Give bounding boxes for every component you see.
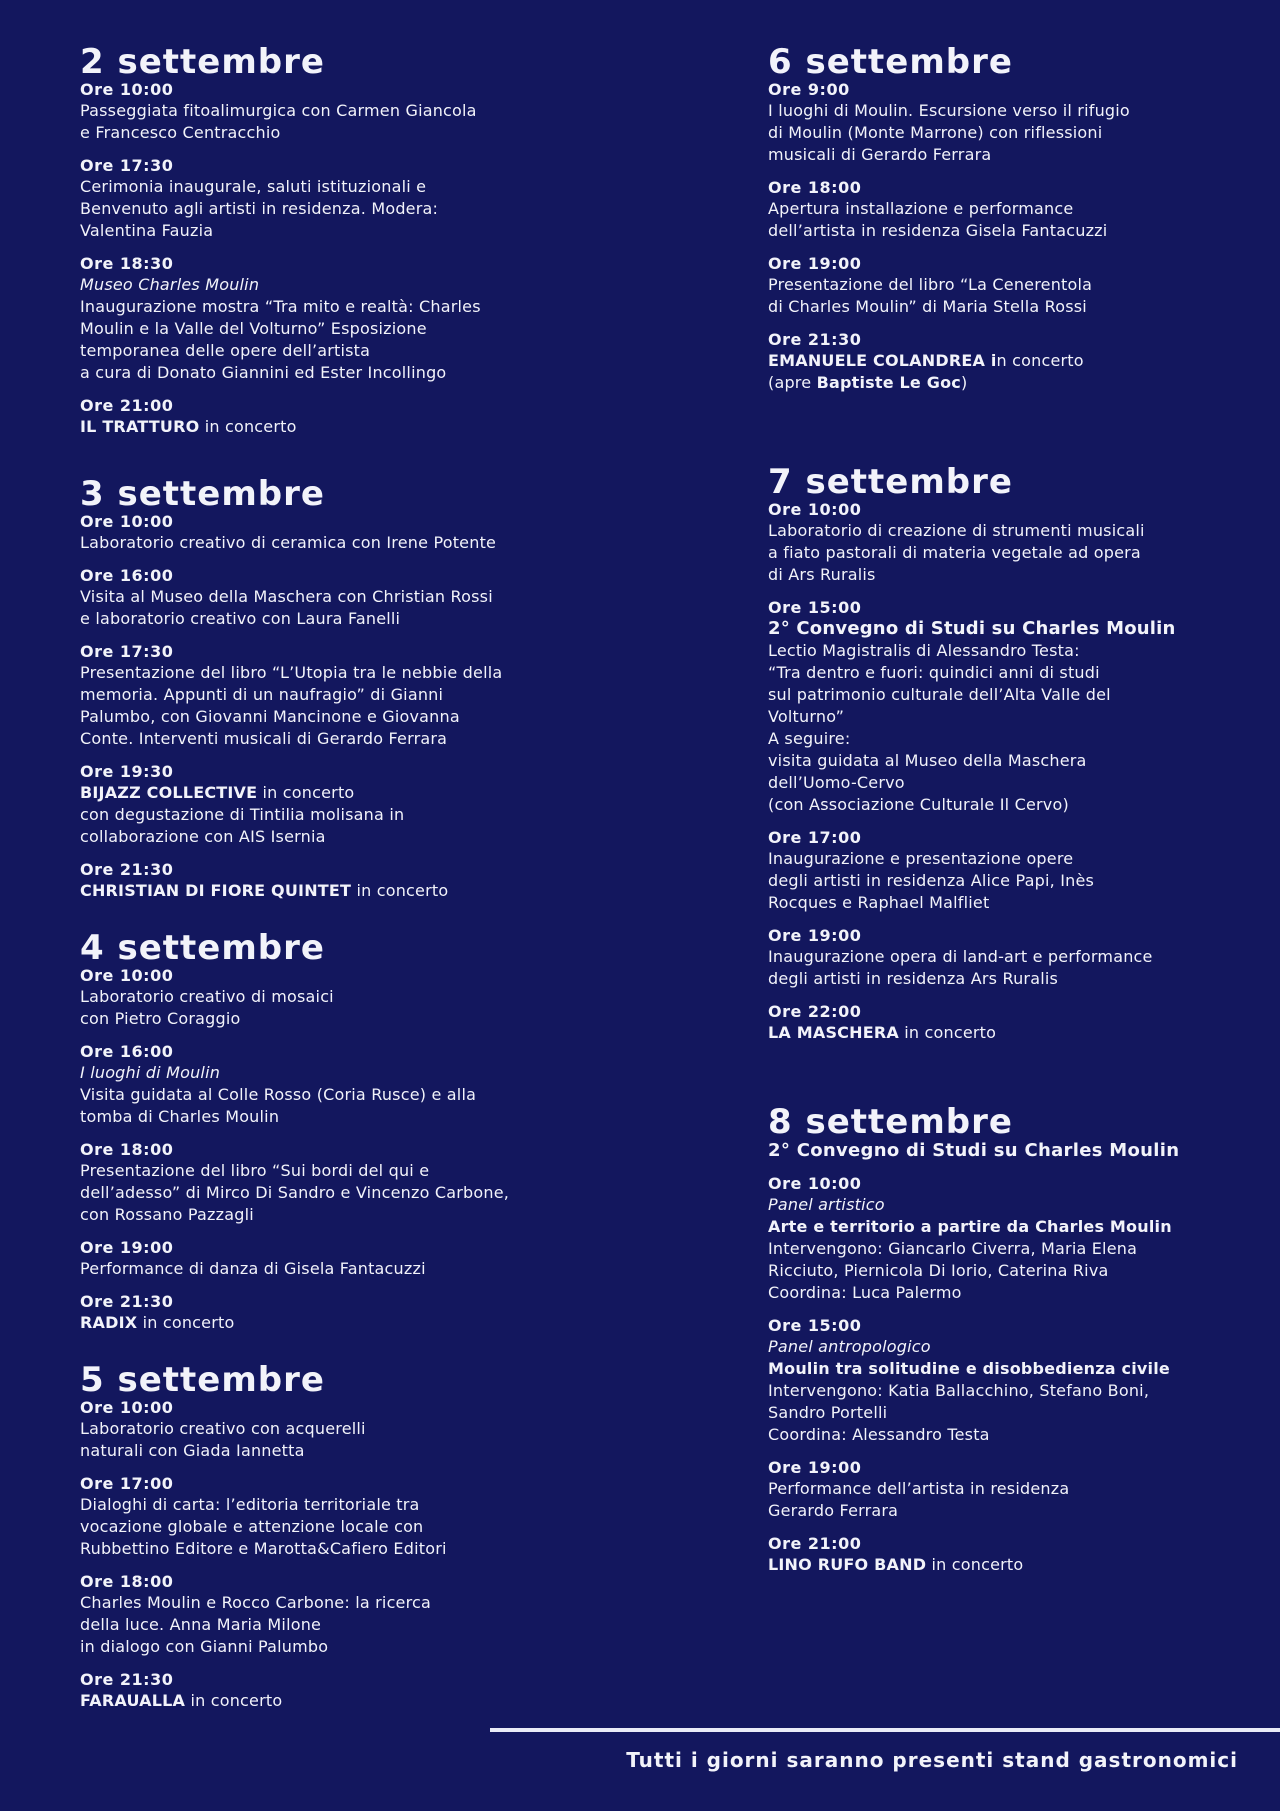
event-line: Intervengono: Giancarlo Civerra, Maria Elena <box>768 1239 1138 1258</box>
performer-name: EMANUELE COLANDREA i <box>768 351 997 370</box>
event-item <box>768 500 1248 586</box>
day-title: 4 settembre <box>80 928 325 968</box>
day-title: 7 settembre <box>768 462 1013 502</box>
event-line: in dialogo con Gianni Palumbo <box>80 1637 329 1656</box>
event-text: in concerto <box>257 783 355 802</box>
event-item <box>80 1238 640 1280</box>
event-time: Ore 18:30 <box>80 254 174 273</box>
event-line: Moulin e la Valle del Volturno” Esposizione <box>80 319 427 338</box>
day-title: 8 settembre <box>768 1102 1013 1142</box>
event-time: Ore 9:00 <box>768 80 850 99</box>
event-time: Ore 21:30 <box>80 860 174 879</box>
event-line: Lectio Magistralis di Alessandro Testa: <box>768 641 1080 660</box>
event-item <box>768 178 1248 242</box>
event-time: Ore 19:00 <box>80 1238 174 1257</box>
performer-name: RADIX <box>80 1313 138 1332</box>
event-line: Inaugurazione e presentazione opere <box>768 849 1074 868</box>
event-line: Rocques e Raphael Malfliet <box>768 893 990 912</box>
event-line: Ricciuto, Piernicola Di Iorio, Caterina Riva <box>768 1261 1109 1280</box>
event-line: dell’adesso” di Mirco Di Sandro e Vincenzo Carbone, <box>80 1183 510 1202</box>
day-subtitle: 2° Convegno di Studi su Charles Moulin <box>768 1140 1180 1161</box>
event-item <box>768 1316 1248 1446</box>
event-time: Ore 18:00 <box>768 178 862 197</box>
event-time: Ore 17:30 <box>80 156 174 175</box>
event-line: Presentazione del libro “L’Utopia tra le nebbie della <box>80 663 503 682</box>
event-line <box>768 1022 1248 1044</box>
event-item <box>80 1670 640 1712</box>
event-item <box>768 1174 1248 1304</box>
event-line: Palumbo, con Giovanni Mancinone e Giovanna <box>80 707 460 726</box>
day-section <box>80 930 640 1334</box>
event-time: Ore 18:00 <box>80 1140 174 1159</box>
event-text: in concerto <box>185 1691 283 1710</box>
event-line: Museo Charles Moulin <box>80 275 260 294</box>
event-line <box>80 782 640 804</box>
event-item <box>80 566 640 630</box>
event-time: Ore 10:00 <box>80 512 174 531</box>
event-text: in concerto <box>351 881 449 900</box>
event-time: Ore 10:00 <box>768 500 862 519</box>
event-line: Laboratorio creativo di mosaici <box>80 987 334 1006</box>
event-time: Ore 19:30 <box>80 762 174 781</box>
event-line: Benvenuto agli artisti in residenza. Modera: <box>80 199 439 218</box>
event-item <box>80 1292 640 1334</box>
event-line: di Moulin (Monte Marrone) con riflessioni <box>768 123 1103 142</box>
event-item <box>768 1458 1248 1522</box>
event-item <box>768 80 1248 166</box>
event-text: in concerto <box>199 417 297 436</box>
event-line: Presentazione del libro “Sui bordi del qui e <box>80 1161 430 1180</box>
left-column <box>80 44 640 1724</box>
event-line: tomba di Charles Moulin <box>80 1107 280 1126</box>
event-line: Arte e territorio a partire da Charles Moulin <box>768 1217 1172 1236</box>
event-line: Coordina: Alessandro Testa <box>768 1425 990 1444</box>
event-item <box>768 926 1248 990</box>
event-item <box>80 396 640 438</box>
event-line: Passeggiata fitoalimurgica con Carmen Giancola <box>80 101 477 120</box>
day-title: 3 settembre <box>80 474 325 514</box>
performer-name: LA MASCHERA <box>768 1023 899 1042</box>
event-line <box>80 1312 640 1334</box>
event-item <box>80 1042 640 1128</box>
event-item <box>768 1534 1248 1576</box>
event-line: Moulin tra solitudine e disobbedienza civile <box>768 1359 1170 1378</box>
event-time: Ore 21:30 <box>768 330 862 349</box>
event-line: con Rossano Pazzagli <box>80 1205 254 1224</box>
day-section <box>80 1362 640 1712</box>
event-text: ) <box>960 373 968 392</box>
event-time: Ore 22:00 <box>768 1002 862 1021</box>
event-line: sul patrimonio culturale dell’Alta Valle del <box>768 685 1111 704</box>
day-section <box>80 44 640 438</box>
footer-note: Tutti i giorni saranno presenti stand gastronomici <box>626 1748 1238 1772</box>
footer-divider <box>490 1728 1280 1732</box>
event-line: a fiato pastorali di materia vegetale ad opera <box>768 543 1141 562</box>
event-time: Ore 17:00 <box>80 1474 174 1493</box>
event-line: memoria. Appunti di un naufragio” di Gianni <box>80 685 444 704</box>
event-line: Laboratorio creativo con acquerelli <box>80 1419 366 1438</box>
event-item <box>80 642 640 750</box>
event-line: Performance dell’artista in residenza <box>768 1479 1070 1498</box>
event-line: degli artisti in residenza Alice Papi, Inès <box>768 871 1095 890</box>
event-line: Dialoghi di carta: l’editoria territoriale tra <box>80 1495 420 1514</box>
event-line: Visita guidata al Colle Rosso (Coria Rusce) e alla <box>80 1085 477 1104</box>
event-line: Performance di danza di Gisela Fantacuzzi <box>80 1259 426 1278</box>
event-line: Apertura installazione e performance <box>768 199 1074 218</box>
performer-name: IL TRATTURO <box>80 417 200 436</box>
event-item <box>768 1002 1248 1044</box>
event-line: con degustazione di Tintilia molisana in <box>80 805 405 824</box>
event-line: Laboratorio di creazione di strumenti musicali <box>768 521 1145 540</box>
event-line: degli artisti in residenza Ars Ruralis <box>768 969 1059 988</box>
event-text: (apre <box>768 373 817 392</box>
event-time: Ore 15:00 <box>768 1316 862 1335</box>
event-time: Ore 19:00 <box>768 1458 862 1477</box>
event-line: Inaugurazione opera di land-art e performance <box>768 947 1153 966</box>
event-line <box>768 1554 1248 1576</box>
event-time: Ore 17:00 <box>768 828 862 847</box>
event-line: Valentina Fauzia <box>80 221 214 240</box>
event-line: Coordina: Luca Palermo <box>768 1283 962 1302</box>
event-line: Panel antropologico <box>768 1337 931 1356</box>
event-line: collaborazione con AIS Isernia <box>80 827 326 846</box>
event-line: naturali con Giada Iannetta <box>80 1441 305 1460</box>
event-text: in concerto <box>137 1313 235 1332</box>
event-item <box>768 330 1248 394</box>
event-line: Inaugurazione mostra “Tra mito e realtà: Charles <box>80 297 481 316</box>
event-line: temporanea delle opere dell’artista <box>80 341 371 360</box>
event-line: Conte. Interventi musicali di Gerardo Ferrara <box>80 729 448 748</box>
event-time: Ore 21:00 <box>768 1534 862 1553</box>
event-item <box>80 1140 640 1226</box>
day-title: 6 settembre <box>768 42 1013 82</box>
event-line: Presentazione del libro “La Cenerentola <box>768 275 1093 294</box>
event-line <box>80 880 640 902</box>
event-line: Visita al Museo della Maschera con Christian Rossi <box>80 587 493 606</box>
event-line: Volturno” <box>768 707 845 726</box>
event-item <box>80 762 640 848</box>
event-time: Ore 16:00 <box>80 566 174 585</box>
event-item <box>80 80 640 144</box>
day-section <box>768 1104 1248 1576</box>
event-time: Ore 19:00 <box>768 926 862 945</box>
event-line: Rubbettino Editore e Marotta&Cafiero Editori <box>80 1539 447 1558</box>
event-text: n concerto <box>996 351 1084 370</box>
event-time: Ore 10:00 <box>80 1398 174 1417</box>
event-item <box>80 1398 640 1462</box>
event-time: Ore 10:00 <box>80 80 174 99</box>
event-line: Cerimonia inaugurale, saluti istituzionali e <box>80 177 427 196</box>
event-line: Charles Moulin e Rocco Carbone: la ricerca <box>80 1593 432 1612</box>
event-line: a cura di Donato Giannini ed Ester Incollingo <box>80 363 447 382</box>
event-line: con Pietro Coraggio <box>80 1009 241 1028</box>
event-item <box>768 598 1248 816</box>
event-item <box>80 156 640 242</box>
right-column <box>768 44 1248 1588</box>
day-title: 5 settembre <box>80 1360 325 1400</box>
event-line: Panel artistico <box>768 1195 885 1214</box>
event-line: di Ars Ruralis <box>768 565 876 584</box>
day-section <box>768 464 1248 1044</box>
performer-name: CHRISTIAN DI FIORE QUINTET <box>80 881 352 900</box>
event-item <box>768 828 1248 914</box>
event-line: della luce. Anna Maria Milone <box>80 1615 322 1634</box>
event-line: Laboratorio creativo di ceramica con Irene Potente <box>80 533 497 552</box>
event-time: Ore 15:00 <box>768 598 862 617</box>
event-line <box>80 416 640 438</box>
event-line: musicali di Gerardo Ferrara <box>768 145 992 164</box>
event-time: Ore 21:30 <box>80 1292 174 1311</box>
event-line <box>768 350 1248 372</box>
event-line: e Francesco Centracchio <box>80 123 281 142</box>
event-line: “Tra dentro e fuori: quindici anni di studi <box>768 663 1100 682</box>
event-line <box>768 372 1248 394</box>
day-title: 2 settembre <box>80 42 325 82</box>
event-line: Intervengono: Katia Ballacchino, Stefano Boni, <box>768 1381 1150 1400</box>
event-line: I luoghi di Moulin. Escursione verso il rifugio <box>768 101 1130 120</box>
event-line: I luoghi di Moulin <box>80 1063 221 1082</box>
event-item <box>80 1474 640 1560</box>
event-time: Ore 21:30 <box>80 1670 174 1689</box>
event-line <box>80 1690 640 1712</box>
event-time: Ore 19:00 <box>768 254 862 273</box>
event-line: 2° Convegno di Studi su Charles Moulin <box>768 618 1176 639</box>
event-text: in concerto <box>898 1023 997 1042</box>
event-time: Ore 16:00 <box>80 1042 174 1061</box>
event-line: Gerardo Ferrara <box>768 1501 899 1520</box>
event-line: dell’Uomo-Cervo <box>768 773 905 792</box>
event-line: e laboratorio creativo con Laura Fanelli <box>80 609 401 628</box>
event-line: vocazione globale e attenzione locale con <box>80 1517 424 1536</box>
event-item <box>80 966 640 1030</box>
event-line: (con Associazione Culturale Il Cervo) <box>768 795 1069 814</box>
performer-name: Baptiste Le Goc <box>816 373 961 392</box>
event-time: Ore 17:30 <box>80 642 174 661</box>
event-item <box>80 512 640 554</box>
event-time: Ore 18:00 <box>80 1572 174 1591</box>
event-line: Sandro Portelli <box>768 1403 888 1422</box>
day-section <box>768 44 1248 394</box>
event-item <box>80 1572 640 1658</box>
day-section <box>80 476 640 902</box>
event-text: in concerto <box>926 1555 1024 1574</box>
event-time: Ore 21:00 <box>80 396 174 415</box>
event-time: Ore 10:00 <box>80 966 174 985</box>
event-line: dell’artista in residenza Gisela Fantacuzzi <box>768 221 1108 240</box>
event-item <box>80 254 640 384</box>
event-line: visita guidata al Museo della Maschera <box>768 751 1087 770</box>
performer-name: BIJAZZ COLLECTIVE <box>80 783 258 802</box>
event-line: A seguire: <box>768 729 851 748</box>
event-time: Ore 10:00 <box>768 1174 862 1193</box>
event-item <box>768 254 1248 318</box>
performer-name: LINO RUFO BAND <box>768 1555 927 1574</box>
event-line: di Charles Moulin” di Maria Stella Rossi <box>768 297 1087 316</box>
performer-name: FARAUALLA <box>80 1691 186 1710</box>
event-item <box>80 860 640 902</box>
